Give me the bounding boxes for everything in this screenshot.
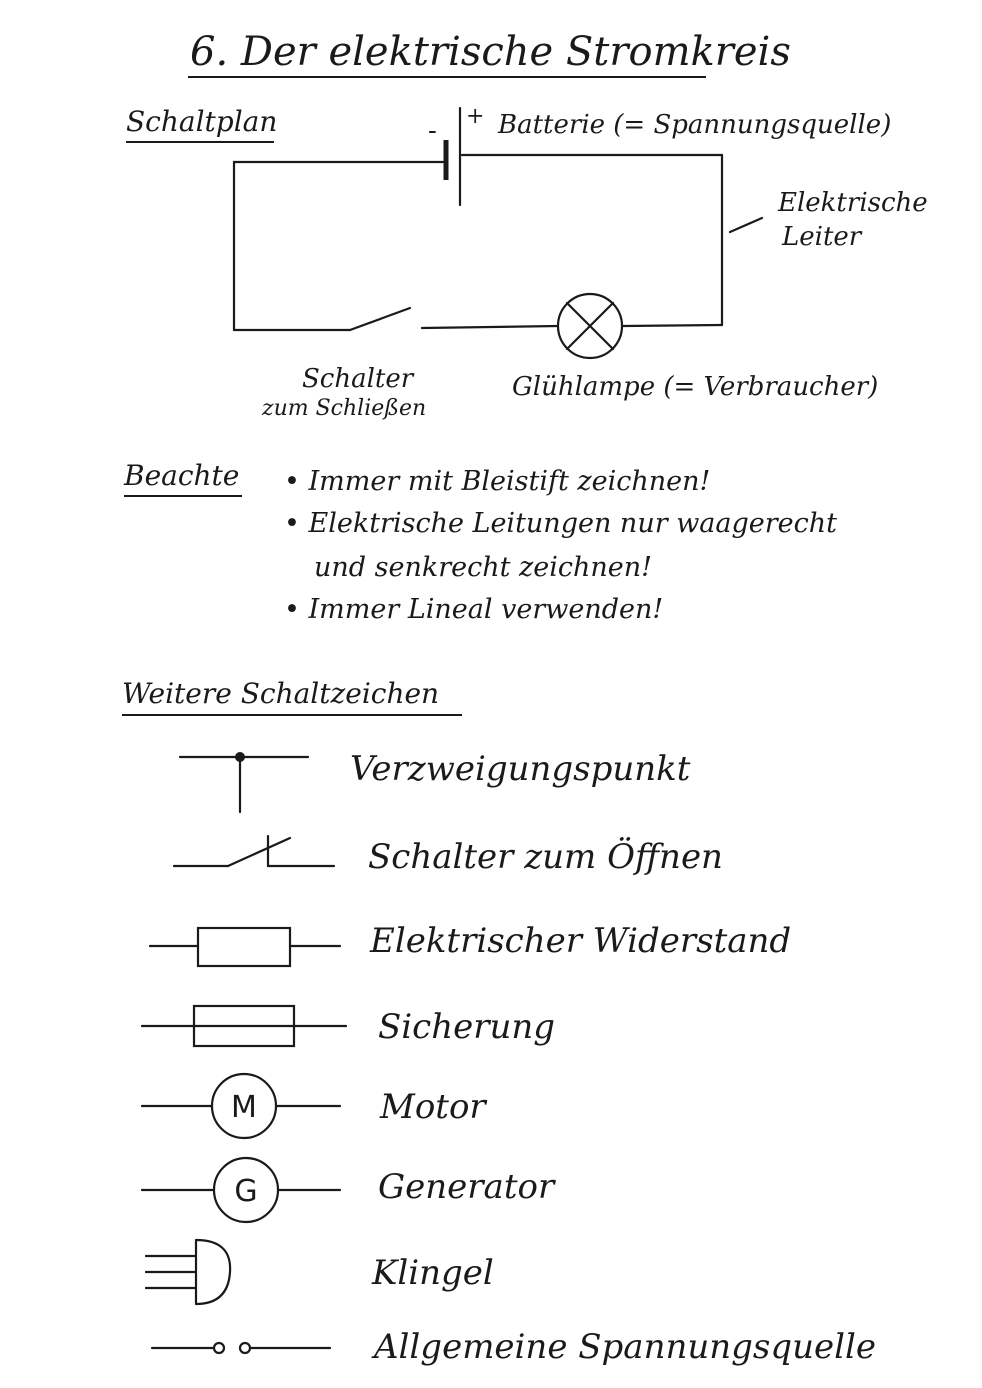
symbol-label-spannungsquelle: Allgemeine Spannungsquelle — [374, 1327, 877, 1367]
junction-point-icon — [180, 752, 308, 812]
bullet-2-continued: und senkrecht zeichnen! — [314, 552, 653, 583]
symbol-label-klingel: Klingel — [372, 1253, 494, 1293]
switch-lever — [350, 308, 410, 330]
generator-icon — [142, 1158, 340, 1222]
page-title: 6. Der elektrische Stromkreis — [190, 29, 791, 75]
symbol-label-motor: Motor — [380, 1087, 486, 1127]
fuse-icon — [142, 1006, 346, 1046]
switch-open-icon — [174, 836, 334, 866]
circuit-schematic — [234, 104, 762, 358]
switch-label-1: Schalter — [302, 364, 414, 394]
voltage-source-icon — [152, 1343, 330, 1353]
resistor-icon — [150, 928, 340, 966]
lamp-icon — [558, 294, 622, 358]
bullet-1 — [284, 468, 710, 495]
conductor-pointer — [730, 218, 762, 232]
schaltplan-heading: Schaltplan — [126, 105, 278, 138]
switch-label-2: zum Schließen — [262, 396, 427, 421]
bullet-text: Immer Lineal verwenden! — [308, 594, 664, 625]
weitere-underline — [122, 714, 462, 716]
beachte-underline — [124, 495, 242, 497]
motor-icon — [142, 1074, 340, 1138]
motor-letter: M — [231, 1090, 257, 1125]
weitere-heading: Weitere Schaltzeichen — [122, 677, 440, 710]
wire-bottom-right — [622, 325, 722, 326]
bullet-dot: • — [284, 594, 309, 625]
bullet-3 — [284, 596, 663, 623]
bell-icon — [146, 1240, 230, 1304]
wire-bottom-mid — [422, 326, 558, 328]
symbol-label-schalter-oeffnen: Schalter zum Öffnen — [368, 837, 723, 877]
conductor-label-1: Elektrische — [778, 188, 928, 218]
beachte-heading: Beachte — [124, 459, 240, 492]
battery-label: Batterie (= Spannungsquelle) — [498, 110, 892, 140]
symbol-label-widerstand: Elektrischer Widerstand — [370, 921, 792, 961]
bullet-text: Immer mit Bleistift zeichnen! — [308, 466, 711, 497]
conductor-label-2: Leiter — [782, 222, 862, 252]
battery-minus-sign: - — [428, 116, 437, 146]
symbol-label-generator: Generator — [378, 1167, 555, 1207]
bullet-dot: • — [284, 466, 309, 497]
symbol-label-sicherung: Sicherung — [378, 1007, 556, 1047]
symbol-label-verzweigungspunkt: Verzweigungspunkt — [350, 749, 691, 789]
lamp-label: Glühlampe (= Verbraucher) — [512, 372, 879, 402]
bullet-dot: • — [284, 508, 309, 539]
bullet-text: Elektrische Leitungen nur waagerecht — [308, 508, 838, 539]
battery-plus-sign: + — [466, 104, 485, 129]
bullet-2 — [284, 510, 837, 537]
generator-letter: G — [234, 1174, 258, 1209]
